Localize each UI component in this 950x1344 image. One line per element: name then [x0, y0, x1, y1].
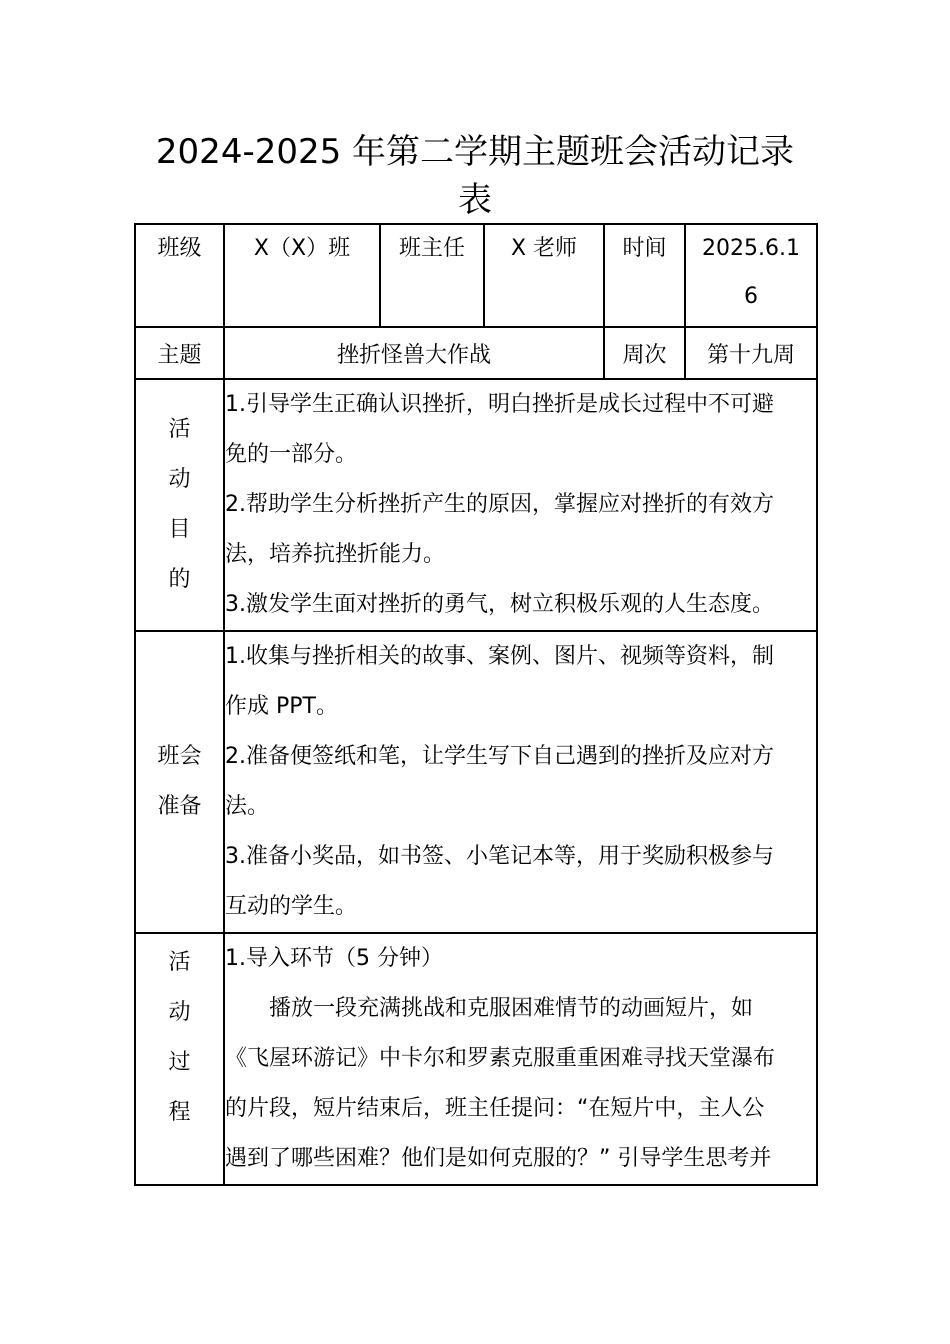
- preparation-line: 1.收集与挫折相关的故事、案例、图片、视频等资料，制: [225, 644, 774, 669]
- time-value: [685, 224, 817, 327]
- purpose-line: 2.帮助学生分析挫折产生的原因，掌握应对挫折的有效方: [225, 492, 774, 517]
- class-value: X（X）班: [224, 224, 380, 327]
- purpose-label-char: 目: [168, 517, 191, 542]
- record-table: [134, 223, 818, 1186]
- theme-label: 主题: [135, 327, 224, 379]
- theme-value: 挫折怪兽大作战: [224, 327, 604, 379]
- theme-row: [135, 327, 817, 379]
- title-line-1: 2024-2025 年第二学期主题班会活动记录: [155, 132, 795, 172]
- header-row: [135, 224, 817, 327]
- teacher-label: 班主任: [380, 224, 484, 327]
- process-row: [135, 933, 817, 1185]
- week-label: 周次: [604, 327, 685, 379]
- preparation-content: [224, 631, 817, 933]
- purpose-line: 1.引导学生正确认识挫折，明白挫折是成长过程中不可避: [225, 392, 774, 417]
- purpose-line: 法，培养抗挫折能力。: [225, 542, 446, 567]
- preparation-label-line: 准备: [157, 794, 202, 819]
- preparation-line: 2.准备便签纸和笔，让学生写下自己遇到的挫折及应对方: [225, 744, 774, 769]
- title-line-2: 表: [458, 180, 492, 220]
- process-label-char: 活: [168, 950, 191, 975]
- purpose-line: 免的一部分。: [225, 442, 358, 467]
- process-heading: 1.导入环节（5 分钟）: [225, 946, 443, 971]
- process-label-char: 过: [168, 1050, 191, 1075]
- preparation-row: [135, 631, 817, 933]
- teacher-value: X 老师: [484, 224, 604, 327]
- process-line: 的片段，短片结束后，班主任提问：“在短片中，主人公: [225, 1096, 765, 1121]
- purpose-content: [224, 379, 817, 631]
- preparation-line: 作成 PPT。: [225, 694, 338, 719]
- preparation-label: [135, 631, 224, 933]
- preparation-line: 3.准备小奖品，如书签、小笔记本等，用于奖励积极参与: [225, 844, 774, 869]
- process-line: 播放一段充满挑战和克服困难情节的动画短片，如: [269, 996, 754, 1021]
- time-value-line-1: 2025.6.1: [702, 236, 800, 261]
- purpose-row: [135, 379, 817, 631]
- purpose-line: 3.激发学生面对挫折的勇气，树立积极乐观的人生态度。: [225, 592, 774, 617]
- process-label: [135, 933, 224, 1185]
- class-label: 班级: [135, 224, 224, 327]
- preparation-line: 法。: [225, 794, 270, 819]
- week-value: 第十九周: [685, 327, 817, 379]
- time-label: 时间: [604, 224, 685, 327]
- document-title: [0, 128, 950, 224]
- process-label-char: 程: [168, 1100, 191, 1125]
- purpose-label-char: 活: [168, 417, 191, 442]
- process-line: 《飞屋环游记》中卡尔和罗素克服重重困难寻找天堂瀑布: [225, 1046, 776, 1071]
- preparation-label-line: 班会: [157, 744, 202, 769]
- purpose-label: [135, 379, 224, 631]
- time-value-line-2: 6: [744, 284, 758, 309]
- preparation-line: 互动的学生。: [225, 894, 358, 919]
- process-line: 遇到了哪些困难？他们是如何克服的？” 引导学生思考并: [225, 1146, 772, 1171]
- process-content: [224, 933, 817, 1185]
- process-label-char: 动: [168, 1000, 191, 1025]
- purpose-label-char: 动: [168, 467, 191, 492]
- purpose-label-char: 的: [168, 567, 191, 592]
